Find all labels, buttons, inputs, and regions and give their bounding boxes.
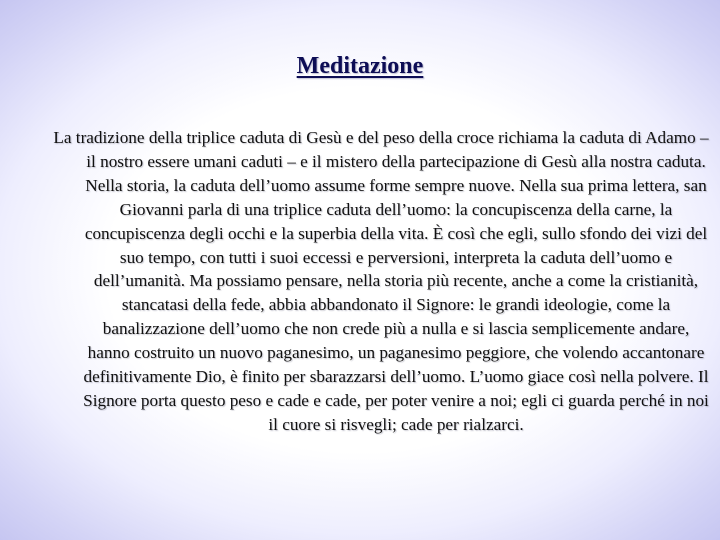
slide-title: Meditazione: [296, 53, 424, 79]
slide-body-text: La tradizione della triplice caduta di Gesù e del peso della croce richiama la caduta di Adamo – il nostro essere umani caduti – e il mistero della partecipazione di Gesù alla nostra caduta. Nella storia, la caduta dell’uomo assume forme sempre nuove. Nella sua prima lettera, san Giovanni parla di una triplice caduta dell’uomo: la concupiscenza della carne, la concupiscenza degli occhi e la superbia della vita. È così che egli, sullo sfondo dei vizi del suo tempo, con tutti i suoi eccessi e perversioni, interpreta la caduta dell’uomo e dell’umanità. Ma possiamo pensare, nella storia più recente, anche a come la cristianità, stancatasi della fede, abbia abbandonato il Signore: le grandi ideologie, come la banalizzazione dell’uomo che non crede più a nulla e si lascia semplicemente andare, hanno costruito un nuovo paganesimo, un paganesimo peggiore, che volendo accantonare definitivamente Dio, è finito per sbarazzarsi dell’uomo. L’uomo giace così nella polvere. Il Signore porta questo peso e cade e cade, per poter venire a noi; egli ci guarda perché in noi il cuore si risvegli; cade per rialzarci.: [53, 128, 709, 434]
